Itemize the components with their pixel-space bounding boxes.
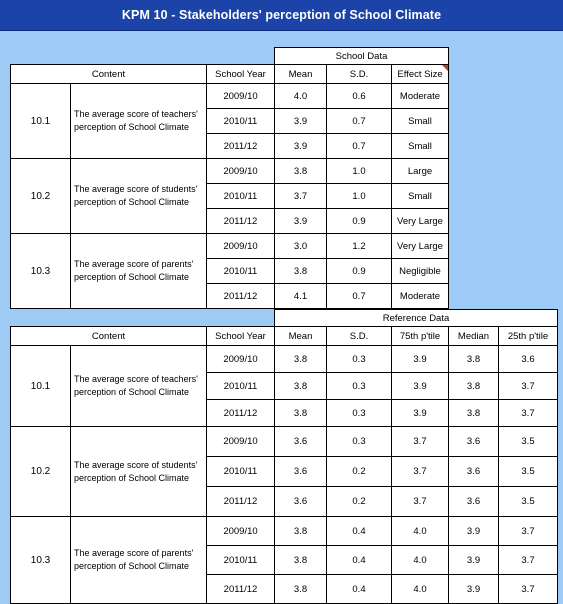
- kpi-description: The average score of students' perception of School Climate: [71, 427, 207, 517]
- mean-cell: 3.8: [275, 346, 327, 373]
- title-bar: [0, 0, 563, 31]
- mean-cell: 3.8: [275, 159, 327, 184]
- mean-cell: 3.6: [275, 487, 327, 517]
- effect-cell: Very Large: [392, 209, 449, 234]
- sd-header: S.D.: [327, 327, 392, 346]
- table-row: [11, 517, 558, 546]
- kpi-code: 10.1: [11, 346, 71, 427]
- p75-header: 75th p'tile: [392, 327, 449, 346]
- p25-cell: 3.5: [499, 487, 558, 517]
- kpi-description: The average score of teachers' perception of School Climate: [71, 84, 207, 159]
- kpi-code: 10.2: [11, 427, 71, 517]
- year-cell: 2010/11: [207, 184, 275, 209]
- mean-cell: 3.7: [275, 184, 327, 209]
- p75-cell: 3.9: [392, 346, 449, 373]
- median-cell: 3.6: [449, 457, 499, 487]
- mean-header: Mean: [275, 65, 327, 84]
- school-data-group-header: School Data: [275, 48, 449, 65]
- p75-cell: 4.0: [392, 575, 449, 604]
- school-year-header: School Year: [207, 65, 275, 84]
- p25-cell: 3.7: [499, 517, 558, 546]
- sd-cell: 0.7: [327, 134, 392, 159]
- year-cell: 2010/11: [207, 457, 275, 487]
- p75-cell: 3.9: [392, 400, 449, 427]
- year-cell: 2009/10: [207, 84, 275, 109]
- median-cell: 3.8: [449, 373, 499, 400]
- page-title: KPM 10 - Stakeholders' perception of School Climate: [121, 8, 442, 22]
- sd-cell: 1.0: [327, 159, 392, 184]
- effect-cell: Very Large: [392, 234, 449, 259]
- table-row: [11, 346, 558, 373]
- sd-cell: 0.3: [327, 346, 392, 373]
- year-cell: 2009/10: [207, 517, 275, 546]
- mean-cell: 4.1: [275, 284, 327, 309]
- effect-cell: Large: [392, 159, 449, 184]
- median-cell: 3.6: [449, 427, 499, 457]
- kpi-description: The average score of parents' perception of School Climate: [71, 234, 207, 309]
- mean-cell: 3.9: [275, 134, 327, 159]
- p25-cell: 3.7: [499, 400, 558, 427]
- kpi-code: 10.2: [11, 159, 71, 234]
- effect-cell: Moderate: [392, 284, 449, 309]
- mean-cell: 4.0: [275, 84, 327, 109]
- p75-cell: 3.9: [392, 373, 449, 400]
- sd-cell: 0.3: [327, 373, 392, 400]
- blank-header-cell: [11, 48, 275, 65]
- p25-cell: 3.7: [499, 546, 558, 575]
- mean-cell: 3.0: [275, 234, 327, 259]
- sd-cell: 0.2: [327, 457, 392, 487]
- mean-cell: 3.9: [275, 109, 327, 134]
- reference-data-group-header: Reference Data: [275, 310, 558, 327]
- p75-cell: 4.0: [392, 517, 449, 546]
- mean-cell: 3.8: [275, 259, 327, 284]
- p75-cell: 3.7: [392, 427, 449, 457]
- mean-cell: 3.8: [275, 400, 327, 427]
- effect-cell: Small: [392, 109, 449, 134]
- mean-cell: 3.6: [275, 457, 327, 487]
- sd-cell: 0.3: [327, 427, 392, 457]
- p25-cell: 3.7: [499, 575, 558, 604]
- mean-header: Mean: [275, 327, 327, 346]
- effect-cell: Moderate: [392, 84, 449, 109]
- sd-cell: 1.2: [327, 234, 392, 259]
- sd-cell: 0.9: [327, 209, 392, 234]
- effect-cell: Negligible: [392, 259, 449, 284]
- median-cell: 3.6: [449, 487, 499, 517]
- kpi-description: The average score of parents' perception of School Climate: [71, 517, 207, 604]
- effect-size-header: Effect Size: [392, 65, 449, 84]
- school-year-header: School Year: [207, 327, 275, 346]
- sd-cell: 0.4: [327, 575, 392, 604]
- sd-cell: 0.4: [327, 546, 392, 575]
- reference-data-table: [10, 309, 558, 604]
- p25-cell: 3.6: [499, 346, 558, 373]
- year-cell: 2010/11: [207, 373, 275, 400]
- mean-cell: 3.6: [275, 427, 327, 457]
- year-cell: 2011/12: [207, 134, 275, 159]
- content-header: Content: [11, 65, 207, 84]
- kpi-code: 10.3: [11, 234, 71, 309]
- sd-cell: 0.6: [327, 84, 392, 109]
- median-cell: 3.9: [449, 517, 499, 546]
- p25-cell: 3.5: [499, 457, 558, 487]
- sd-cell: 0.9: [327, 259, 392, 284]
- kpi-description: The average score of students' perception of School Climate: [71, 159, 207, 234]
- p25-cell: 3.7: [499, 373, 558, 400]
- year-cell: 2010/11: [207, 259, 275, 284]
- sd-cell: 0.4: [327, 517, 392, 546]
- median-cell: 3.9: [449, 546, 499, 575]
- mean-cell: 3.8: [275, 373, 327, 400]
- kpi-description: The average score of teachers' perception of School Climate: [71, 346, 207, 427]
- year-cell: 2011/12: [207, 284, 275, 309]
- table-row: [11, 427, 558, 457]
- year-cell: 2009/10: [207, 427, 275, 457]
- median-cell: 3.9: [449, 575, 499, 604]
- year-cell: 2009/10: [207, 159, 275, 184]
- median-header: Median: [449, 327, 499, 346]
- sd-header: S.D.: [327, 65, 392, 84]
- year-cell: 2009/10: [207, 234, 275, 259]
- median-cell: 3.8: [449, 346, 499, 373]
- mean-cell: 3.8: [275, 575, 327, 604]
- effect-cell: Small: [392, 184, 449, 209]
- p75-cell: 3.7: [392, 487, 449, 517]
- kpi-code: 10.1: [11, 84, 71, 159]
- sd-cell: 0.7: [327, 284, 392, 309]
- year-cell: 2011/12: [207, 400, 275, 427]
- year-cell: 2010/11: [207, 546, 275, 575]
- median-cell: 3.8: [449, 400, 499, 427]
- year-cell: 2011/12: [207, 575, 275, 604]
- sd-cell: 0.3: [327, 400, 392, 427]
- table-row: [11, 234, 449, 259]
- year-cell: 2010/11: [207, 109, 275, 134]
- kpi-code: 10.3: [11, 517, 71, 604]
- effect-cell: Small: [392, 134, 449, 159]
- school-data-table: [10, 47, 449, 309]
- table-row: [11, 84, 449, 109]
- sd-cell: 0.7: [327, 109, 392, 134]
- mean-cell: 3.9: [275, 209, 327, 234]
- blank-header-cell: [11, 310, 275, 327]
- mean-cell: 3.8: [275, 546, 327, 575]
- sd-cell: 0.2: [327, 487, 392, 517]
- mean-cell: 3.8: [275, 517, 327, 546]
- content-header: Content: [11, 327, 207, 346]
- p75-cell: 3.7: [392, 457, 449, 487]
- table-row: [11, 159, 449, 184]
- p25-header: 25th p'tile: [499, 327, 558, 346]
- year-cell: 2009/10: [207, 346, 275, 373]
- p25-cell: 3.5: [499, 427, 558, 457]
- year-cell: 2011/12: [207, 487, 275, 517]
- year-cell: 2011/12: [207, 209, 275, 234]
- p75-cell: 4.0: [392, 546, 449, 575]
- sd-cell: 1.0: [327, 184, 392, 209]
